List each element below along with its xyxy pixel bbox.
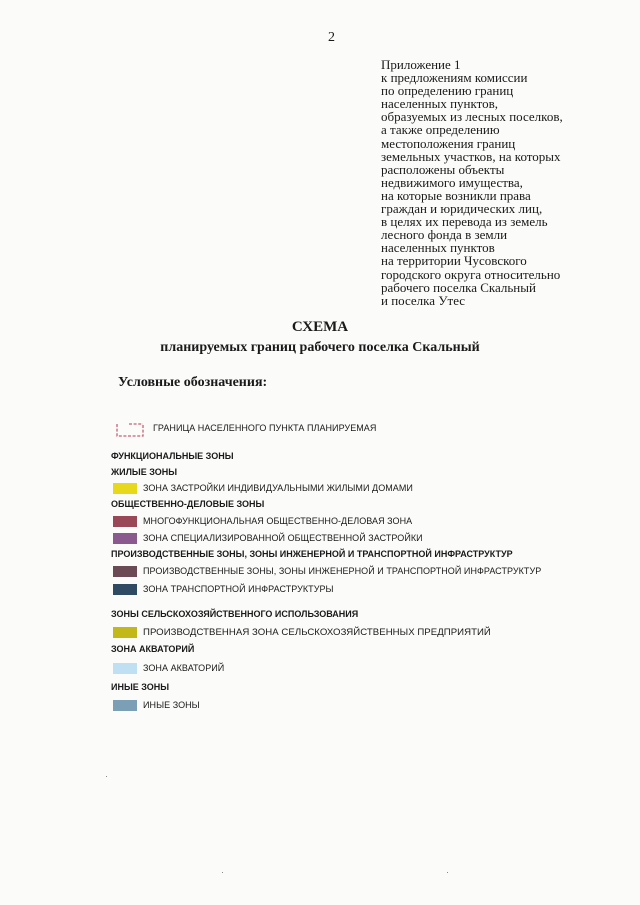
group-title-other: ИНЫЕ ЗОНЫ xyxy=(111,682,170,692)
appendix-line: по определению границ xyxy=(381,83,514,99)
group-title-business: ОБЩЕСТВЕННО-ДЕЛОВЫЕ ЗОНЫ xyxy=(111,499,265,509)
legend-label: ЗОНА ЗАСТРОЙКИ ИНДИВИДУАЛЬНЫМИ ЖИЛЫМИ ДОМАМИ xyxy=(143,483,413,493)
legend-label: ПРОИЗВОДСТВЕННЫЕ ЗОНЫ, ЗОНЫ ИНЖЕНЕРНОЙ И ТРАНСПОРТНОЙ ИНФРАСТРУКТУР xyxy=(143,566,542,576)
legend-row xyxy=(113,514,412,528)
document-subtitle: планируемых границ рабочего поселка Скальный xyxy=(160,340,480,355)
legend-row xyxy=(113,661,224,675)
legend-label: ЗОНА СПЕЦИАЛИЗИРОВАННОЙ ОБЩЕСТВЕННОЙ ЗАСТРОЙКИ xyxy=(143,533,423,543)
appendix-line: расположены объекты xyxy=(381,161,505,177)
color-swatch xyxy=(113,584,137,595)
appendix-line: населенных пунктов, xyxy=(381,96,499,112)
legend-row xyxy=(113,625,491,639)
legend-row xyxy=(113,531,423,545)
appendix-line: населенных пунктов xyxy=(381,240,495,256)
legend-label: ЗОНА АКВАТОРИЙ xyxy=(143,663,225,673)
group-title-functional: ФУНКЦИОНАЛЬНЫЕ ЗОНЫ xyxy=(111,451,234,461)
appendix-line: рабочего поселка Скальный xyxy=(381,279,536,295)
color-swatch xyxy=(113,700,137,711)
appendix-line: местоположения границ xyxy=(381,135,516,151)
document-title: СХЕМА xyxy=(291,319,349,335)
appendix-line: Приложение 1 xyxy=(381,57,461,72)
appendix-note xyxy=(381,58,631,307)
appendix-line: земельных участков, на которых xyxy=(381,148,561,164)
color-swatch xyxy=(113,627,137,638)
group-title-industrial: ПРОИЗВОДСТВЕННЫЕ ЗОНЫ, ЗОНЫ ИНЖЕНЕРНОЙ И ТРАНСПОРТНОЙ ИНФРАСТРУКТУР xyxy=(111,549,513,559)
group-title-water: ЗОНА АКВАТОРИЙ xyxy=(111,644,195,654)
color-swatch xyxy=(113,483,137,494)
legend-label: ГРАНИЦА НАСЕЛЕННОГО ПУНКТА ПЛАНИРУЕМАЯ xyxy=(153,423,377,433)
legend-row xyxy=(113,698,200,712)
appendix-line: образуемых из лесных поселков, xyxy=(381,109,563,125)
color-swatch xyxy=(113,663,137,674)
scan-speck xyxy=(222,872,223,873)
appendix-line: на территории Чусовского xyxy=(381,253,527,269)
legend-label: ПРОИЗВОДСТВЕННАЯ ЗОНА СЕЛЬСКОХОЗЯЙСТВЕННЫХ ПРЕДПРИЯТИЙ xyxy=(143,626,491,638)
page-number: 2 xyxy=(328,30,335,45)
appendix-line: и поселка Утес xyxy=(381,292,466,308)
appendix-line: граждан и юридических лиц, xyxy=(381,201,543,217)
legend-row xyxy=(113,481,413,495)
legend-row xyxy=(113,564,541,578)
group-title-residential: ЖИЛЫЕ ЗОНЫ xyxy=(111,467,178,477)
appendix-line: недвижимого имущества, xyxy=(381,174,523,190)
scan-speck xyxy=(447,872,448,873)
color-swatch xyxy=(113,516,137,527)
group-title-agricultural: ЗОНЫ СЕЛЬСКОХОЗЯЙСТВЕННОГО ИСПОЛЬЗОВАНИЯ xyxy=(111,609,359,619)
scan-speck xyxy=(106,776,107,777)
legend-label: МНОГОФУНКЦИОНАЛЬНАЯ ОБЩЕСТВЕННО-ДЕЛОВАЯ ЗОНА xyxy=(143,516,413,526)
appendix-line: к предложениям комиссии xyxy=(381,70,528,86)
boundary-line-swatch xyxy=(115,423,145,433)
appendix-line: городского округа относительно xyxy=(381,266,561,282)
legend-label: ЗОНА ТРАНСПОРТНОЙ ИНФРАСТРУКТУРЫ xyxy=(143,584,334,594)
legend-row xyxy=(113,582,334,596)
legend-heading: Условные обозначения: xyxy=(118,375,268,390)
appendix-line: в целях их перевода из земель xyxy=(381,214,548,230)
color-swatch xyxy=(113,533,137,544)
legend-label: ИНЫЕ ЗОНЫ xyxy=(143,700,200,710)
legend-row-boundary xyxy=(115,421,376,435)
appendix-line: а также определению xyxy=(381,122,500,138)
color-swatch xyxy=(113,566,137,577)
appendix-line: лесного фонда в земли xyxy=(381,227,508,243)
appendix-line: на которые возникли права xyxy=(381,187,531,203)
